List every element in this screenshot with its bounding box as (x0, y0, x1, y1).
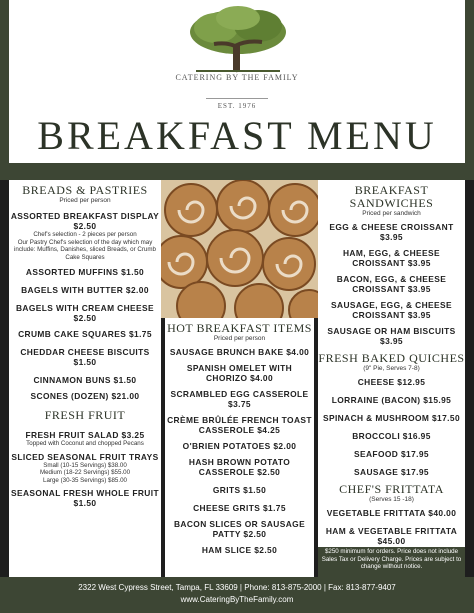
whole-fruit-item: SEASONAL FRESH WHOLE FRUIT $1.50 (11, 488, 159, 508)
menu-item: HASH BROWN POTATO CASSEROLE $2.50 (188, 457, 291, 477)
fruit-tray-size: Small (10-15 Servings) $38.00 (43, 461, 127, 469)
hot-breakfast-subtitle: Priced per person (213, 335, 266, 342)
menu-item: BACON, EGG, & CHEESE CROISSANT $3.95 (336, 274, 447, 294)
sandwiches-column (318, 180, 465, 577)
menu-item: CHEESE GRITS $1.75 (193, 503, 286, 513)
menu-item: O'BRIEN POTATOES $2.00 (182, 441, 297, 451)
menu-item: HAM SLICE $2.50 (201, 545, 278, 555)
assorted-display-desc: Our Pastry Chef's selection of the day which may include: Muffins, Danishes, sliced Breads, or Crumb Cake Squares (14, 238, 156, 261)
menu-item: GRITS $1.50 (212, 485, 267, 495)
menu-item: SAUSAGE $17.95 (354, 467, 429, 477)
fruit-tray-size: Medium (18-22 Servings) $55.00 (39, 469, 131, 476)
menu-item: LORRAINE (BACON) $15.95 (331, 395, 452, 405)
minimum-order-note: $250 minimum for orders. Price does not include Sales Tax or Delivery Charge. Prices are subject to change without notice. (321, 548, 462, 570)
menu-item: BROCCOLI $16.95 (352, 431, 431, 441)
menu-item: BAGELS WITH CREAM CHEESE $2.50 (15, 303, 155, 323)
menu-item: SCONES (DOZEN) $21.00 (30, 391, 140, 401)
panel-edge-right-2 (465, 180, 474, 577)
brand-established: EST. 1976 (217, 102, 257, 110)
sandwiches-subtitle: Priced per sandwich (362, 210, 421, 217)
menu-item: SAUSAGE OR HAM BISCUITS $3.95 (327, 326, 456, 346)
frittata-subtitle: (Serves 15 -18) (369, 496, 414, 503)
breads-pastries-column (9, 180, 161, 577)
menu-item: VEGETABLE FRITTATA $40.00 (326, 508, 457, 518)
panel-edge-left (0, 180, 9, 577)
fruit-tray-size: Large (30-35 Servings) $85.00 (43, 476, 127, 484)
fruit-salad-note: Topped with Coconut and chopped Pecans (26, 440, 144, 447)
menu-item: CHEESE $12.95 (357, 377, 426, 387)
menu-item: CHEDDAR CHEESE BISCUITS $1.50 (20, 347, 150, 367)
footer (0, 577, 474, 613)
menu-item: CRÈME BRÛLÉE FRENCH TOAST CASSEROLE $4.25 (167, 415, 312, 435)
quiches-subtitle: (9" Pie, Serves 7-8) (363, 365, 420, 372)
footer-contact: 2322 West Cypress Street, Tampa, FL 33609 | Phone: 813-875-2000 | Fax: 813-877-9407 (78, 583, 396, 592)
menu-item: BACON SLICES OR SAUSAGE PATTY $2.50 (173, 519, 306, 539)
fruit-trays-item: SLICED SEASONAL FRUIT TRAYS (11, 451, 159, 462)
frittata-title: CHEF'S FRITTATA (339, 482, 444, 496)
menu-item: BAGELS WITH BUTTER $2.00 (21, 285, 149, 295)
sandwiches-title: BREAKFAST SANDWICHES (349, 183, 434, 210)
breads-subtitle: Priced per person (59, 197, 111, 204)
cinnamon-buns-photo (161, 180, 318, 318)
menu-item: SPINACH & MUSHROOM $17.50 (322, 413, 461, 423)
assorted-display-item: ASSORTED BREAKFAST DISPLAY $2.50 (10, 211, 160, 231)
quiches-title: FRESH BAKED QUICHES (318, 351, 465, 365)
menu-item: HAM & VEGETABLE FRITTATA $45.00 (325, 526, 458, 546)
menu-item: CRUMB CAKE SQUARES $1.75 (18, 329, 152, 339)
menu-item: SEAFOOD $17.95 (354, 449, 429, 459)
page-title: BREAKFAST MENU (37, 113, 437, 158)
menu-item: ASSORTED MUFFINS $1.50 (25, 267, 145, 277)
menu-item: CINNAMON BUNS $1.50 (33, 375, 137, 385)
minimum-order-box (318, 547, 465, 577)
hot-breakfast-column (165, 318, 314, 577)
menu-item: SAUSAGE, EGG, & CHEESE CROISSANT $3.95 (331, 300, 452, 320)
breads-title: BREADS & PASTRIES (22, 183, 148, 197)
fruit-salad-item: FRESH FRUIT SALAD $3.25 (25, 430, 145, 440)
fresh-fruit-title: FRESH FRUIT (44, 408, 126, 422)
brand-divider (206, 98, 268, 99)
menu-item: HAM, EGG, & CHEESE CROISSANT $3.95 (342, 248, 440, 268)
footer-website-link[interactable]: www.CateringByTheFamily.com (180, 595, 294, 604)
hot-breakfast-title: HOT BREAKFAST ITEMS (167, 321, 312, 335)
menu-item: SCRAMBLED EGG CASSEROLE $3.75 (170, 389, 309, 409)
menu-item: EGG & CHEESE CROISSANT $3.95 (329, 222, 454, 242)
menu-item: SAUSAGE BRUNCH BAKE $4.00 (169, 347, 310, 357)
brand-name: CATERING BY THE FAMILY (175, 73, 299, 82)
assorted-display-note: Chef's selection - 2 pieces per person (33, 231, 137, 238)
tree-logo-icon (186, 4, 290, 74)
menu-item: SPANISH OMELET WITH CHORIZO $4.00 (186, 363, 293, 383)
header-band (0, 163, 474, 180)
